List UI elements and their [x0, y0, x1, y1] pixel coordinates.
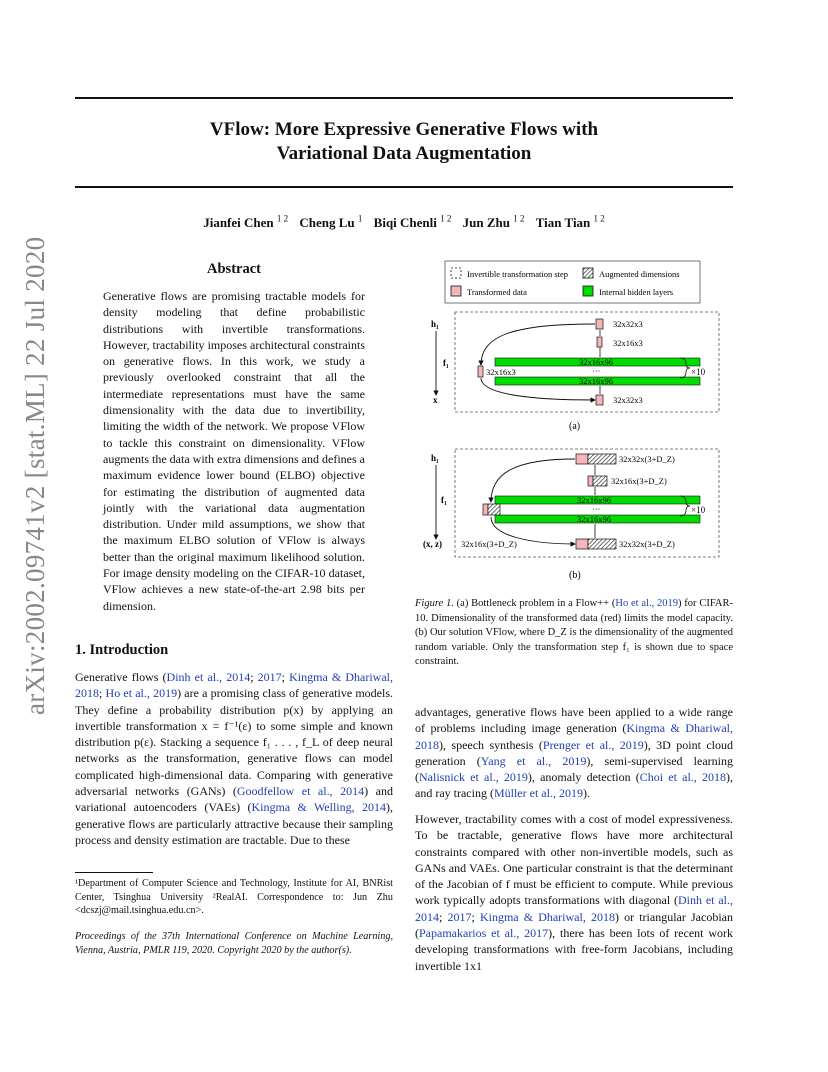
- citation-link[interactable]: Ho et al., 2019: [615, 598, 678, 609]
- panel-b-dim: 32x16x(3+D_Z): [611, 476, 667, 486]
- panel-b: [423, 449, 719, 581]
- citation-link[interactable]: 2017: [447, 909, 472, 924]
- panel-b-dim: 32x32x(3+D_Z): [619, 539, 675, 549]
- right-paragraph-2: However, tractability comes with a cost of model expressiveness. To be tractable, generative flows have more architectural constraints compared with other non-invertible models, such as GANs and VAEs. One particular constraint is that the determinant of the Jacobian of f must be efficient to compute. While previous work typically adopts transformations with diagonal (Dinh et al., 2014; 2017; Kingma & Dhariwal, 2018) or triangular Jacobian (Papamakarios et al., 2017), there has been lots of recent work developing transformations with free-form Jacobians, including invertible 1x1: [415, 812, 733, 973]
- affiliation-footnote: ¹Department of Computer Science and Technology, Institute for AI, BNRist Center, Tsinghua University ²RealAI. Correspondence to: Jun Zhu <dcszj@mail.tsinghua.edu.cn>.: [75, 878, 393, 916]
- panel-a-f1: f₁: [443, 358, 449, 368]
- panel-a-dim: ···: [592, 366, 601, 376]
- panel-b-dim: 32x16x(3+D_Z): [461, 539, 517, 549]
- panel-a-dim: 32x32x3: [613, 319, 643, 329]
- panel-a-dim: 32x32x3: [613, 395, 643, 405]
- panel-a-label: (a): [569, 421, 581, 432]
- panel-a: [431, 312, 719, 432]
- panel-a-dim: 32x16x3: [486, 367, 516, 377]
- paper-title: [75, 118, 733, 166]
- abstract-heading: Abstract: [207, 261, 261, 277]
- legend-invertible-swatch: [451, 268, 461, 278]
- author: Jianfei Chen $^{1 2}$: [203, 214, 289, 231]
- citation-link[interactable]: Goodfellow et al., 2014: [236, 784, 365, 799]
- author: Tian Tian $^{1 2}$: [535, 214, 605, 231]
- legend-transformed: Transformed data: [467, 287, 527, 297]
- author: Cheng Lu $^1$: [299, 214, 363, 231]
- citation-link[interactable]: Kingma & Dhariwal, 2018: [479, 909, 615, 924]
- citation-link[interactable]: Ho et al., 2019: [105, 686, 178, 701]
- panel-a-repeat: ×10: [691, 367, 706, 377]
- intro-heading: 1. Introduction: [75, 642, 169, 658]
- panel-a-dim: 32x16x96: [579, 357, 613, 367]
- title-line-2: Variational Data Augmentation: [276, 143, 532, 164]
- citation-link[interactable]: Dinh et al., 2014: [415, 893, 733, 924]
- legend-transformed-swatch: [451, 286, 461, 296]
- panel-b-x: (x, z): [423, 539, 442, 549]
- right-paragraph-1: advantages, generative flows have been applied to a wide range of problems including image generation (Kingma & Dhariwal, 2018), speech synthesis (Prenger et al., 2019), 3D point cloud generation (Yang et al., 2019), semi-supervised learning (Nalisnick et al., 2019), anomaly detection (Choi et al., 2018), and ray tracing (Müller et al., 2019).: [415, 705, 733, 801]
- author-list: [75, 214, 733, 231]
- title-bottom-rule: [75, 186, 733, 188]
- panel-b-dim: 32x16x96: [577, 514, 611, 524]
- citation-link[interactable]: Nalisnick et al., 2019: [419, 770, 528, 785]
- citation-link[interactable]: Kingma & Welling, 2014: [251, 800, 386, 815]
- citation-link[interactable]: 2017: [257, 670, 282, 684]
- legend-invertible: Invertible transformation step: [467, 269, 569, 279]
- citation-link[interactable]: Kingma & Dhariwal, 2018: [415, 721, 733, 752]
- legend-hidden-swatch: [583, 286, 593, 296]
- panel-b-h1: h₁: [431, 453, 439, 463]
- figure-1: [415, 255, 733, 585]
- panel-b-dim: 32x32x(3+D_Z): [619, 454, 675, 464]
- panel-a-h1: h₁: [431, 319, 439, 329]
- proceedings-footnote: Proceedings of the 37th International Conference on Machine Learning, Vienna, Austria, PMLR 119, 2020. Copyright 2020 by the author(s).: [75, 931, 393, 956]
- citation-link[interactable]: Papamakarios et al., 2017: [419, 926, 549, 941]
- title-line-1: VFlow: More Expressive Generative Flows with: [209, 119, 599, 140]
- author: Biqi Chenli $^{1 2}$: [373, 214, 452, 231]
- citation-link[interactable]: Prenger et al., 2019: [542, 737, 644, 752]
- panel-b-repeat: ×10: [691, 505, 706, 515]
- legend-hidden: Internal hidden layers: [599, 287, 674, 297]
- abstract-text: Generative flows are promising tractable models for density modeling that define probabilistic distributions with invertible transformations. However, tractability imposes architectural constraints on generative flows. In this work, we study a previously overlooked constraint that all the intermediate representations must have the same dimensionality with the data due to invertibility, limiting the width of the network. We propose VFlow to tackle this constraint on dimensionality. VFlow augments the data with extra dimensions and defines a maximum evidence lower bound (ELBO) objective for estimating the distribution of augmented data jointly with the variational data augmentation distribution. Under mild assumptions, we show that the maximum ELBO solution of VFlow is always better than the original maximum likelihood solution. For image density modeling on the CIFAR-10 dataset, VFlow achieves a new state-of-the-art 2.98 bits per dimension.: [103, 289, 365, 613]
- panel-b-label: (b): [569, 570, 581, 581]
- citation-link[interactable]: Yang et al., 2019: [480, 753, 587, 768]
- footnote-rule: [75, 872, 153, 873]
- panel-a-dim: 32x16x96: [579, 376, 613, 386]
- legend-augmented: Augmented dimensions: [599, 269, 680, 279]
- panel-b-dim: ···: [592, 504, 601, 514]
- citation-link[interactable]: Choi et al., 2018: [639, 770, 726, 785]
- author: Jun Zhu $^{1 2}$: [462, 214, 525, 231]
- legend-augmented-swatch: [583, 268, 593, 278]
- citation-link[interactable]: Kingma & Dhariwal, 2018: [75, 670, 393, 701]
- citation-link[interactable]: Dinh et al., 2014: [166, 670, 251, 684]
- arxiv-stamp: arXiv:2002.09741v2 [stat.ML] 22 Jul 2020: [20, 236, 50, 715]
- panel-b-dim: 32x16x96: [577, 495, 611, 505]
- top-rule: [75, 97, 733, 99]
- intro-paragraph: Generative flows (Dinh et al., 2014; 2017; Kingma & Dhariwal, 2018; Ho et al., 2019) are a promising class of generative models. They define a probability distribution p(x) by applying an invertible transformation x = f⁻¹(ε) to some simple and known distribution p(ε). Stacking a sequence f₁ . . . , f_L of deep neural networks as the transformation, generative flows can model complicated high-dimensional data. Comparing with generative adversarial networks (GANs) (Goodfellow et al., 2014) and variational autoencoders (VAEs) (Kingma & Welling, 2014), generative flows are particularly attractive because their sampling process and density estimation are tractable. Due to these: [75, 670, 393, 847]
- figure-legend: [445, 261, 700, 303]
- panel-a-x: x: [433, 395, 438, 405]
- citation-link[interactable]: Müller et al., 2019: [493, 786, 583, 801]
- panel-a-dim: 32x16x3: [613, 338, 643, 348]
- figure-caption: Figure 1. (a) Bottleneck problem in a Flow++ (Ho et al., 2019) for CIFAR-10. Dimensionality of the transformed data (red) limits the model capacity. (b) Our solution VFlow, where D_Z is the dimensionality of the augmented random variable. Only the transformation step f₁ is shown due to space constraint.: [415, 598, 733, 667]
- panel-b-f1: f₁: [441, 495, 447, 505]
